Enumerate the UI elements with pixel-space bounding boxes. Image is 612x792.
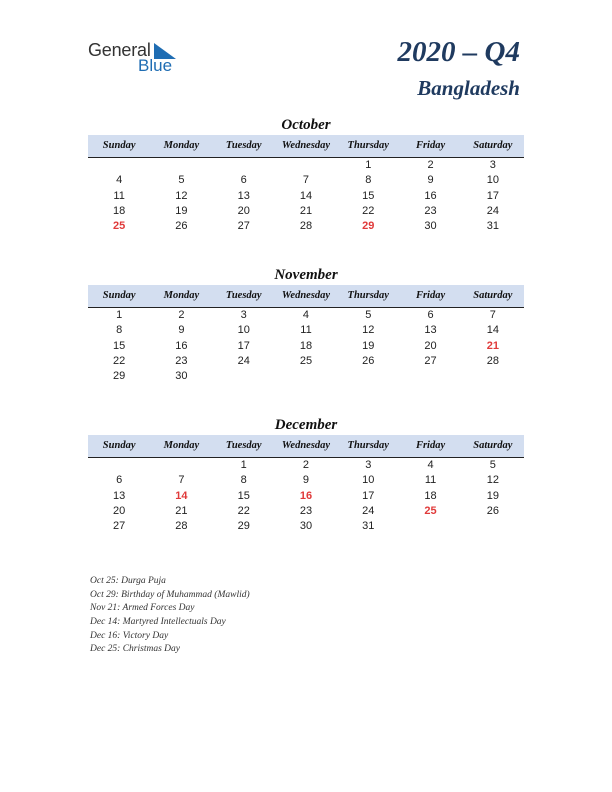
week-row (88, 339, 524, 354)
week-row (88, 219, 524, 234)
weekday-label: Sunday (102, 440, 136, 451)
day-cell: 27 (424, 354, 437, 367)
day-cell: 24 (486, 204, 499, 217)
day-cell: 10 (237, 324, 250, 337)
week-row (88, 323, 524, 338)
day-cell: 7 (178, 474, 185, 487)
month-calendar-november (88, 265, 524, 384)
month-calendar-october (88, 115, 524, 234)
day-cell: 5 (489, 459, 496, 471)
day-cell: 6 (240, 174, 247, 187)
day-cell: 1 (116, 309, 123, 321)
day-cell: 8 (365, 174, 372, 187)
day-cell: 15 (113, 339, 126, 352)
day-cell: 19 (362, 339, 375, 352)
day-cell: 28 (299, 220, 313, 233)
day-cell: 14 (486, 324, 499, 337)
day-cell: 19 (175, 204, 188, 217)
day-cell: 2 (178, 309, 185, 321)
weekday-label: Saturday (473, 140, 513, 151)
weekday-label: Friday (415, 290, 446, 301)
week-row (88, 354, 524, 369)
day-cell: 5 (365, 309, 372, 321)
day-cell: 23 (175, 354, 188, 367)
week-row (88, 204, 524, 219)
day-cell: 9 (302, 474, 310, 487)
day-cell: 4 (116, 174, 123, 187)
holiday-note: Dec 16: Victory Day (90, 630, 169, 641)
day-cell: 11 (300, 324, 312, 337)
day-cell: 21 (299, 204, 313, 217)
day-cell: 2 (427, 159, 434, 171)
page-subtitle: Bangladesh (417, 76, 520, 100)
day-cell: 27 (113, 520, 126, 533)
week-row (88, 489, 524, 504)
day-cell: 5 (178, 174, 185, 187)
day-cell: 18 (424, 489, 437, 502)
brand-logo (88, 40, 208, 80)
day-cell: 1 (240, 459, 247, 471)
page-title: 2020 – Q4 (397, 36, 520, 68)
day-cell: 7 (489, 309, 496, 321)
day-cell: 17 (486, 189, 499, 202)
day-cell (462, 519, 524, 534)
weekday-label: Saturday (473, 290, 513, 301)
day-cell: 20 (237, 204, 250, 217)
month-calendar-december (88, 415, 524, 534)
day-cell: 22 (362, 204, 375, 217)
weekday-label: Thursday (347, 140, 389, 151)
week-row (88, 458, 524, 473)
day-cell: 3 (489, 159, 496, 171)
week-row (88, 369, 524, 384)
weekday-label: Wednesday (281, 140, 331, 151)
day-cell: 21 (175, 504, 188, 517)
day-cell: 6 (427, 309, 434, 321)
day-cell: 26 (362, 354, 375, 367)
day-cell (399, 519, 461, 534)
day-cell (88, 458, 150, 473)
day-cell: 28 (175, 520, 188, 533)
day-cell: 16 (424, 189, 437, 202)
weekday-label: Monday (163, 290, 200, 301)
day-cell: 14 (299, 189, 313, 202)
day-cell: 31 (486, 220, 499, 233)
day-cell: 11 (424, 474, 437, 487)
logo-word-blue: Blue (138, 56, 173, 75)
weekday-label: Monday (163, 440, 200, 451)
day-cell (399, 369, 461, 384)
day-cell: 12 (362, 324, 375, 337)
holiday-day-cell: 25 (424, 504, 437, 517)
day-cell (462, 369, 524, 384)
day-cell: 7 (302, 174, 310, 187)
day-cell: 13 (113, 489, 126, 502)
day-cell (150, 158, 212, 173)
day-cell: 16 (175, 339, 188, 352)
day-cell: 1 (365, 159, 372, 171)
day-cell: 25 (299, 354, 313, 367)
day-cell: 12 (175, 189, 188, 202)
day-cell: 8 (240, 474, 247, 487)
day-cell (337, 369, 399, 384)
day-cell: 4 (302, 309, 310, 321)
day-cell: 13 (237, 189, 250, 202)
day-cell: 6 (116, 474, 123, 487)
holiday-day-cell: 14 (175, 489, 188, 502)
day-cell: 24 (362, 504, 375, 517)
week-row (88, 519, 524, 534)
week-row (88, 189, 524, 204)
holiday-note: Oct 29: Birthday of Muhammad (Mawlid) (90, 589, 250, 600)
day-cell (275, 158, 337, 173)
day-cell: 15 (362, 189, 375, 202)
weekday-label: Tuesday (225, 290, 262, 301)
holiday-day-cell: 29 (362, 220, 375, 233)
day-cell: 15 (237, 489, 250, 502)
day-cell: 30 (175, 370, 188, 383)
day-cell: 28 (486, 354, 499, 367)
day-cell (150, 458, 212, 473)
month-title: December (274, 417, 338, 433)
weekday-header-row (88, 135, 524, 158)
day-cell: 19 (486, 489, 499, 502)
day-cell: 20 (424, 339, 437, 352)
logo-word-general: General (88, 40, 151, 60)
weekday-label: Sunday (102, 140, 136, 151)
day-cell: 8 (116, 324, 123, 337)
day-cell: 11 (113, 189, 125, 202)
day-cell: 23 (424, 204, 437, 217)
weekday-label: Monday (163, 140, 200, 151)
weekday-label: Wednesday (281, 440, 331, 451)
weekday-label: Thursday (347, 440, 389, 451)
day-cell: 18 (299, 339, 313, 352)
day-cell: 10 (486, 174, 499, 187)
day-cell: 22 (113, 354, 126, 367)
holiday-day-cell: 16 (299, 489, 313, 502)
weekday-label: Tuesday (225, 140, 262, 151)
weekday-header-row (88, 285, 524, 308)
day-cell: 23 (299, 504, 313, 517)
week-row (88, 308, 524, 323)
holiday-note: Nov 21: Armed Forces Day (90, 603, 195, 614)
day-cell: 20 (113, 504, 126, 517)
weekday-label: Tuesday (225, 440, 262, 451)
day-cell (88, 158, 150, 173)
day-cell: 4 (427, 459, 434, 471)
holiday-note: Oct 25: Durga Puja (90, 576, 166, 586)
day-cell: 17 (237, 339, 250, 352)
weekday-label: Saturday (473, 440, 513, 451)
holiday-day-cell: 21 (486, 339, 499, 352)
day-cell: 26 (486, 504, 499, 517)
weekday-label: Friday (415, 440, 446, 451)
week-row (88, 158, 524, 173)
day-cell: 2 (302, 459, 310, 471)
week-row (88, 473, 524, 488)
day-cell: 3 (240, 309, 247, 321)
day-cell: 17 (362, 489, 375, 502)
weekday-label: Thursday (347, 290, 389, 301)
day-cell: 30 (299, 520, 313, 533)
day-cell: 18 (113, 204, 126, 217)
day-cell: 29 (113, 370, 126, 383)
day-cell (213, 369, 275, 384)
holiday-note: Dec 14: Martyred Intellectuals Day (90, 617, 226, 628)
month-title: November (274, 267, 338, 283)
weekday-label: Wednesday (281, 290, 331, 301)
day-cell (275, 369, 337, 384)
week-row (88, 504, 524, 519)
holiday-notes (90, 575, 410, 657)
holiday-day-cell: 25 (113, 220, 126, 233)
day-cell: 10 (362, 474, 375, 487)
day-cell: 31 (362, 520, 375, 533)
day-cell: 22 (237, 504, 250, 517)
month-title: October (281, 117, 331, 133)
week-row (88, 173, 524, 188)
day-cell: 26 (175, 220, 188, 233)
weekday-header-row (88, 435, 524, 458)
holiday-note: Dec 25: Christmas Day (90, 644, 180, 655)
weekday-label: Friday (415, 140, 446, 151)
day-cell: 9 (427, 174, 434, 187)
day-cell: 12 (486, 474, 499, 487)
day-cell: 27 (237, 220, 250, 233)
day-cell: 13 (424, 324, 437, 337)
day-cell: 9 (178, 324, 185, 337)
day-cell: 29 (237, 520, 250, 533)
day-cell: 30 (424, 220, 437, 233)
day-cell: 24 (237, 354, 250, 367)
day-cell: 3 (365, 459, 372, 471)
day-cell (213, 158, 275, 173)
weekday-label: Sunday (102, 290, 136, 301)
